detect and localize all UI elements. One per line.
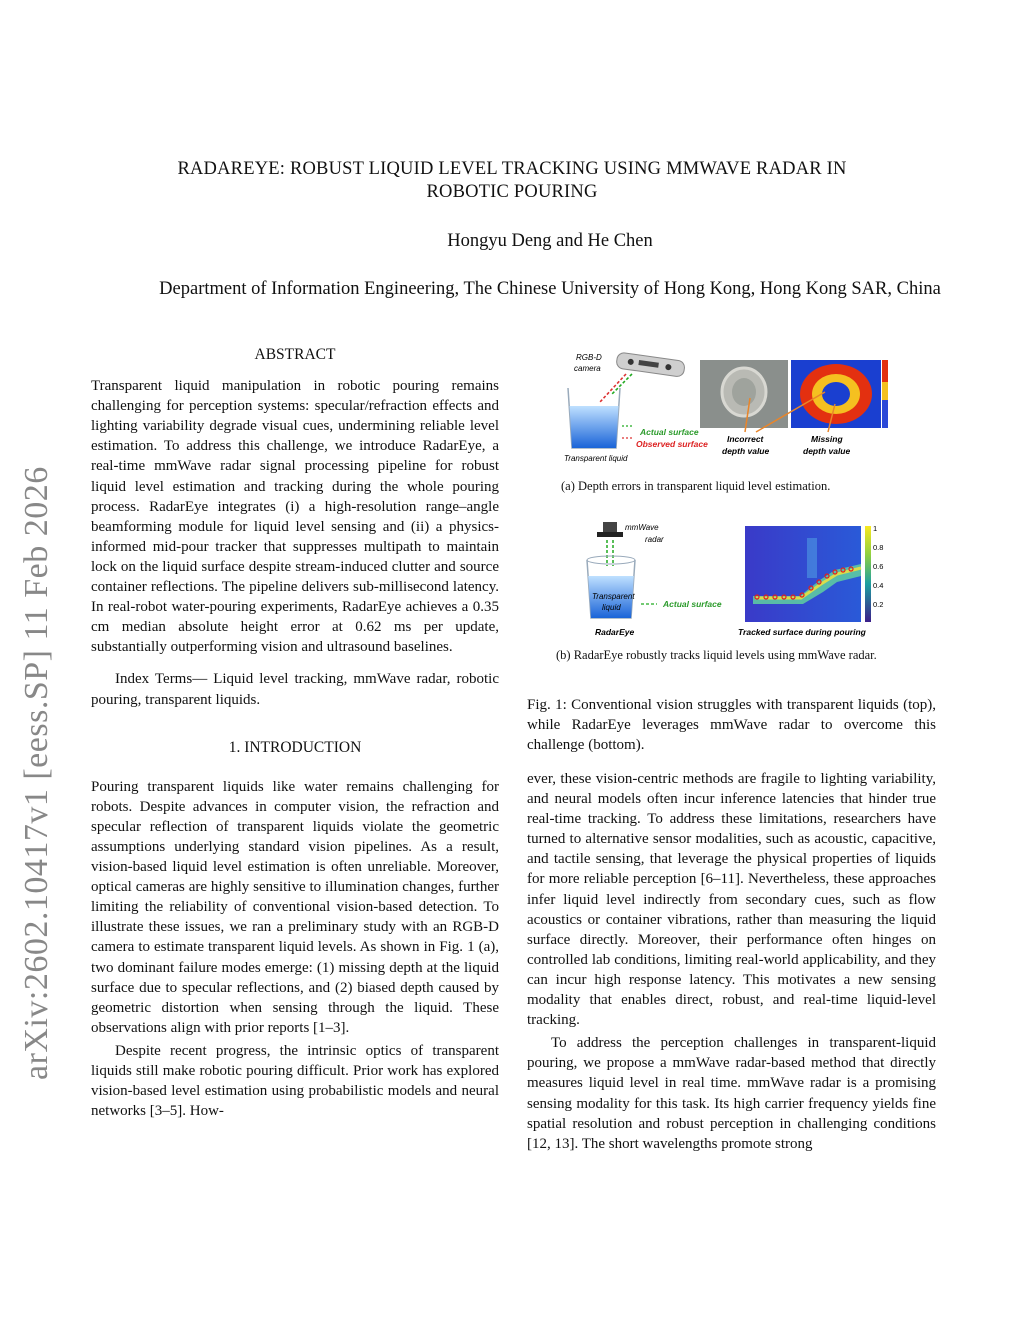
transparent-liquid-label: Transparent liquid [564, 454, 628, 463]
mmwave-label-2: radar [645, 535, 664, 544]
affiliation: Department of Information Engineering, The Chinese University of Hong Kong, Hong Kong SAR, China [159, 279, 941, 299]
actual-surface-label: Actual surface [640, 427, 699, 437]
cbar-tick-3: 0.6 [873, 562, 884, 571]
intro-paragraph-2: Despite recent progress, the intrinsic optics of transparent liquids still make robotic pouring difficult. Prior work has explored vision-based level estimation using probabilistic models and neural networks [3–5]. How- [91, 1042, 499, 1120]
figure-1b-caption: (b) RadarEye robustly tracks liquid levels using mmWave radar. [556, 648, 877, 662]
cbar-tick-1: 1 [873, 524, 878, 533]
cbar-tick-5: 0.2 [873, 600, 884, 609]
right-paragraph-2: To address the perception challenges in transparent-liquid pouring, we propose a mmWave radar-based method that directly measures liquid level in real time. mmWave radar is a promising sensing modality for this task. Its high carrier frequency yields fine spatial resolution and robust perception in challenging conditions [12, 13]. The short wavelengths promote strong [527, 1035, 936, 1152]
observed-surface-label: Observed surface [636, 439, 708, 449]
paper-title [0, 158, 1024, 204]
arxiv-stamp: arXiv:2602.10417v1 [eess.SP] 11 Feb 2026 [18, 466, 55, 1080]
index-terms: Index Terms— Liquid level tracking, mmWave radar, robotic pouring, transparent liquids. [91, 671, 499, 708]
figure-1b [575, 518, 895, 642]
title-line-2: ROBOTIC POURING [426, 182, 598, 202]
transparent-label-2: liquid [602, 603, 621, 612]
transparent-label-1: Transparent [592, 592, 635, 601]
left-column [91, 345, 499, 1121]
figure-1a-caption: (a) Depth errors in transparent liquid level estimation. [561, 479, 831, 493]
authors: Hongyu Deng and He Chen [447, 231, 653, 251]
right-paragraph-1: ever, these vision-centric methods are fragile to lighting variability, and neural models often incur inference latencies that hinder true real-time tracking. To address these limitations, researchers have turned to alternative sensor modalities, such as acoustic, capacitive, and tactile sensing, that leverage the physical properties of liquids for more reliable perception [6–11]. Nevertheless, these approaches infer liquid level indirectly from secondary cues, such as flow acoustics or container vibrations, rather than measuring the liquid surface directly. Moreover, their performance often hinges on controlled lab conditions, limiting real-world applicability, and they can incur high response latency. This motivates a new sensing modality that enables direct, robust, and real-time liquid-level tracking. [527, 771, 936, 1029]
tracked-label: Tracked surface during pouring [738, 627, 866, 637]
abstract-heading: ABSTRACT [254, 346, 336, 363]
liquid-fill [570, 406, 619, 448]
actual-ray [612, 374, 632, 394]
cbar-tick-2: 0.8 [873, 543, 884, 552]
radareye-label: RadarEye [595, 627, 635, 637]
colorbar [865, 526, 871, 622]
abstract-text: Transparent liquid manipulation in robotic pouring remains challenging for perception systems: specular/refraction effects and lighting variability degrade visual cues, undermining reliable level estimation. To address this challenge, we introduce RadarEye, a real-time mmWave radar signal processing pipeline for robust liquid level estimation and tracking during the whole pouring process. RadarEye integrates (i) a high-resolution range–angle beamforming module for liquid level sensing and (ii) a physics-informed mid-pour tracker that suppresses multipath to maintain lock on the liquid surface despite stream-induced clutter and source container reflections. The pipeline delivers sub-millisecond latency. In real-robot water-pouring experiments, RadarEye achieves a 0.35 cm median absolute height error at 0.62 ms per update, substantially outperforming vision and ultrasound baselines. [91, 378, 499, 656]
rgbd-label-2: camera [574, 364, 601, 373]
incorrect-label-2: depth value [722, 446, 770, 456]
observed-ray [600, 374, 626, 402]
cbar-tick-4: 0.4 [873, 581, 884, 590]
incorrect-label-1: Incorrect [727, 434, 764, 444]
figure-1a-graphic [560, 348, 910, 466]
rgbd-label-1: RGB-D [576, 353, 602, 362]
figure-1b-graphic [575, 518, 895, 642]
figure-1a [560, 348, 910, 466]
figure-1-caption: Fig. 1: Conventional vision struggles with transparent liquids (top), while RadarEye leverages mmWave radar to overcome this challenge (bottom). [527, 697, 936, 754]
actual-surface-label-b: Actual surface [663, 599, 722, 609]
missing-label-1: Missing [811, 434, 843, 444]
mmwave-radar-icon [597, 522, 623, 537]
right-column [527, 769, 936, 1154]
intro-paragraph-1: Pouring transparent liquids like water remains challenging for robots. Despite advances in computer vision, the refraction and specular reflection of transparent liquids violate the geometric assumptions underlying standard vision pipelines. As a result, vision-based liquid level estimation is often unreliable. Moreover, optical cameras are highly sensitive to illumination changes, further limiting the reliability of conventional vision-based detection. To illustrate these issues, we ran a preliminary study with an RGB-D camera to estimate transparent liquid levels. As shown in Fig. 1 (a), two dominant failure modes emerge: (1) missing depth at the liquid surface due to specular reflections, and (2) biased depth caused by geometric distortion when sensing through the liquid. These observations align with prior reports [1–3]. [91, 778, 499, 1036]
mmwave-label-1: mmWave [625, 523, 659, 532]
rgbd-camera-icon [616, 352, 686, 377]
missing-label-2: depth value [803, 446, 851, 456]
intro-heading: 1. INTRODUCTION [228, 738, 362, 756]
title-line-1: RADAREYE: ROBUST LIQUID LEVEL TRACKING USING MMWAVE RADAR IN [177, 159, 847, 179]
